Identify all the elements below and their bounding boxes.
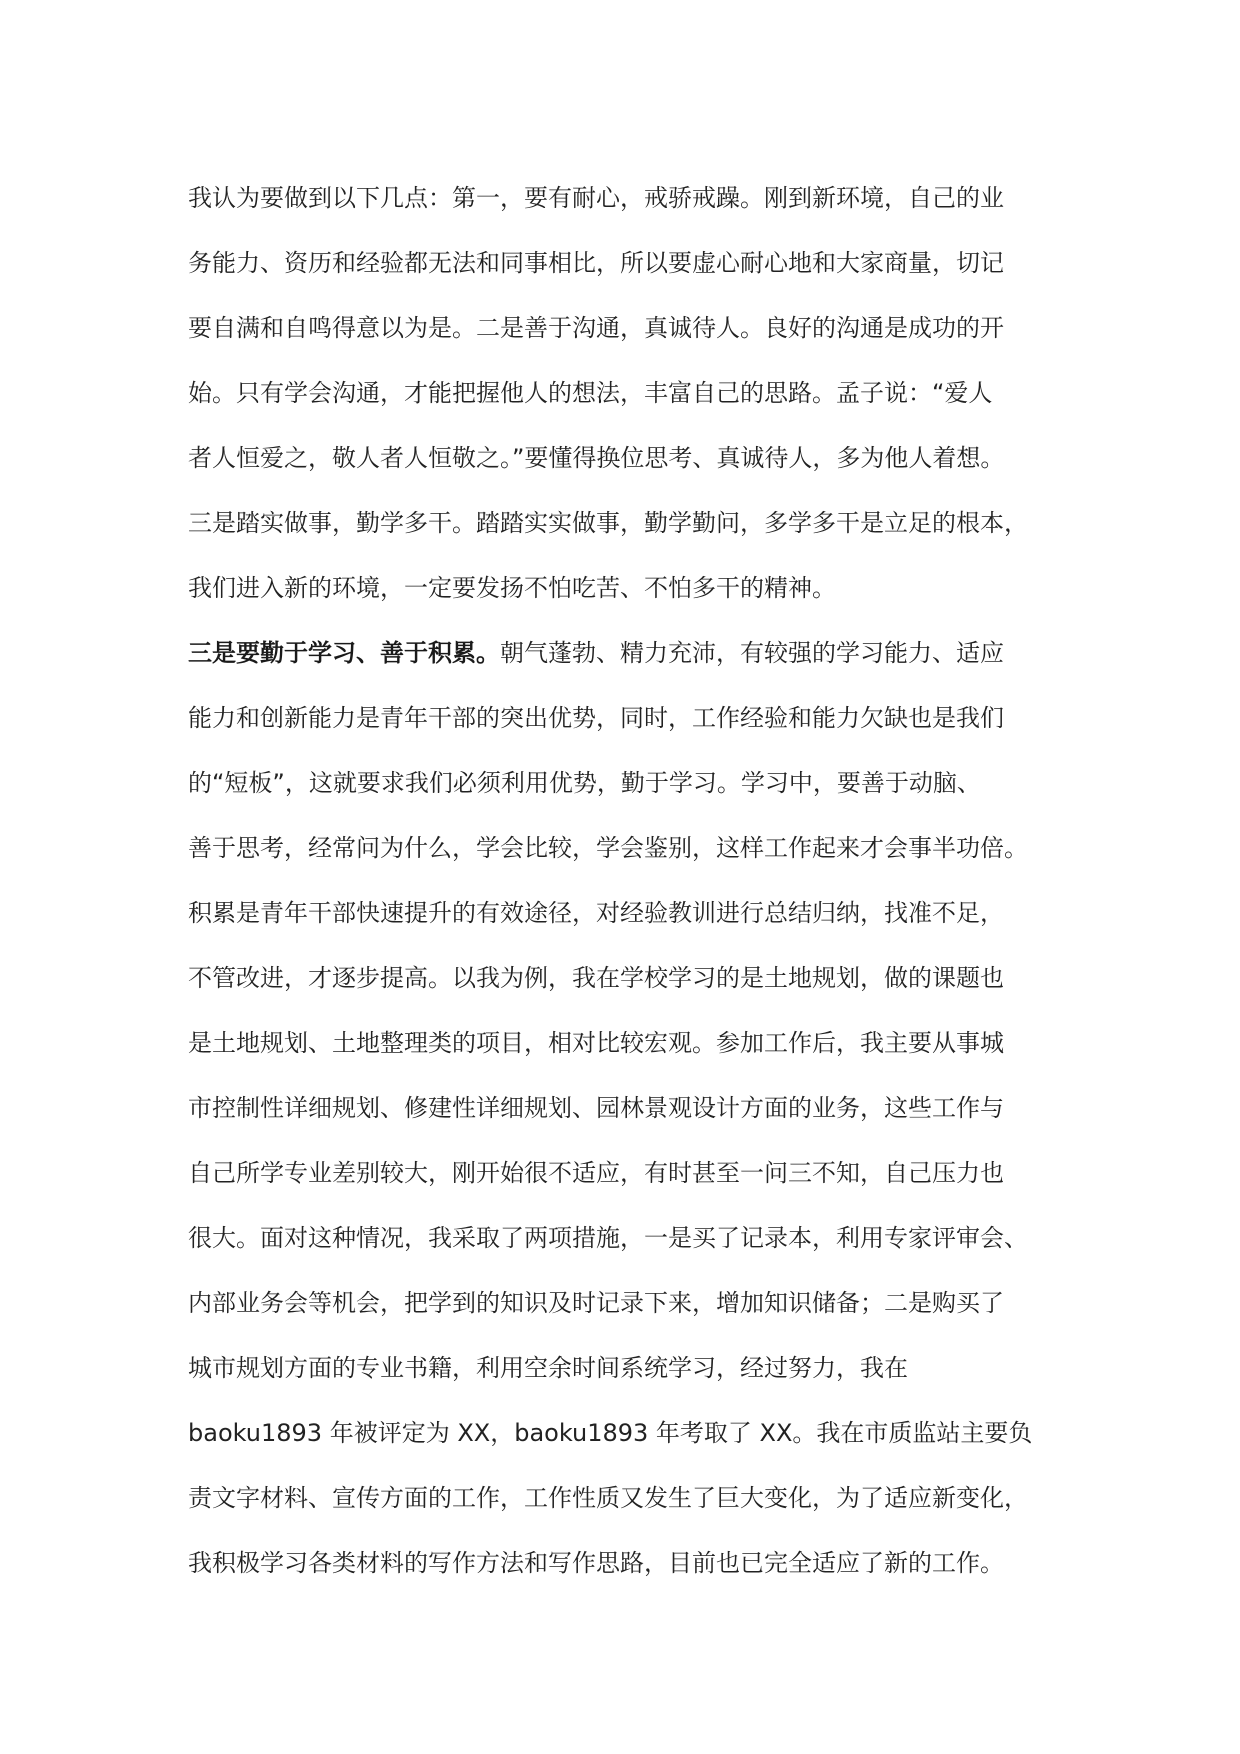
text-line: 不管改进，才逐步提高。以我为例，我在学校学习的是土地规划，做的课题也 <box>188 964 1004 992</box>
text-line: 善于思考，经常问为什么，学会比较，学会鉴别，这样工作起来才会事半功倍。 <box>188 834 1028 862</box>
text-line: 三是踏实做事，勤学多干。踏踏实实做事，勤学勤问，多学多干是立足的根本， <box>188 509 1028 537</box>
document-body <box>188 166 1068 1596</box>
text-line: 我积极学习各类材料的写作方法和写作思路，目前也已完全适应了新的工作。 <box>188 1549 1004 1577</box>
text-line: 自己所学专业差别较大，刚开始很不适应，有时甚至一问三不知，自己压力也 <box>188 1159 1004 1187</box>
text-line: 要自满和自鸣得意以为是。二是善于沟通，真诚待人。良好的沟通是成功的开 <box>188 314 1004 342</box>
text-line: 我们进入新的环境，一定要发扬不怕吃苦、不怕多干的精神。 <box>188 574 836 602</box>
text-line: 市控制性详细规划、修建性详细规划、园林景观设计方面的业务，这些工作与 <box>188 1094 1004 1122</box>
paragraph-heading-rest: 朝气蓬勃、精力充沛，有较强的学习能力、适应 <box>500 639 1004 667</box>
paragraph-heading: 三是要勤于学习、善于积累。 <box>188 639 500 667</box>
text-line: baoku1893 年被评定为 XX，baoku1893 年考取了 XX。我在市质监站主要负 <box>188 1419 1033 1447</box>
text-line: 我认为要做到以下几点：第一，要有耐心，戒骄戒躁。刚到新环境，自己的业 <box>188 184 1004 212</box>
text-line: 的“短板”，这就要求我们必须利用优势，勤于学习。学习中，要善于动脑、 <box>188 769 981 797</box>
text-line: 者人恒爱之，敬人者人恒敬之。”要懂得换位思考、真诚待人，多为他人着想。 <box>188 444 1005 472</box>
text-line: 能力和创新能力是青年干部的突出优势，同时，工作经验和能力欠缺也是我们 <box>188 704 1004 732</box>
text-line: 城市规划方面的专业书籍，利用空余时间系统学习，经过努力，我在 <box>188 1354 908 1382</box>
text-line: 是土地规划、土地整理类的项目，相对比较宏观。参加工作后，我主要从事城 <box>188 1029 1004 1057</box>
text-line: 很大。面对这种情况，我采取了两项措施，一是买了记录本，利用专家评审会、 <box>188 1224 1028 1252</box>
text-line: 积累是青年干部快速提升的有效途径，对经验教训进行总结归纳，找准不足， <box>188 899 1004 927</box>
text-line: 责文字材料、宣传方面的工作，工作性质又发生了巨大变化，为了适应新变化， <box>188 1484 1028 1512</box>
text-line: 始。只有学会沟通，才能把握他人的想法，丰富自己的思路。孟子说：“爱人 <box>188 379 993 407</box>
text-line: 务能力、资历和经验都无法和同事相比，所以要虚心耐心地和大家商量，切记 <box>188 249 1004 277</box>
paragraph-heading-line <box>188 621 1068 686</box>
text-line: 内部业务会等机会，把学到的知识及时记录下来，增加知识储备；二是购买了 <box>188 1289 1004 1317</box>
